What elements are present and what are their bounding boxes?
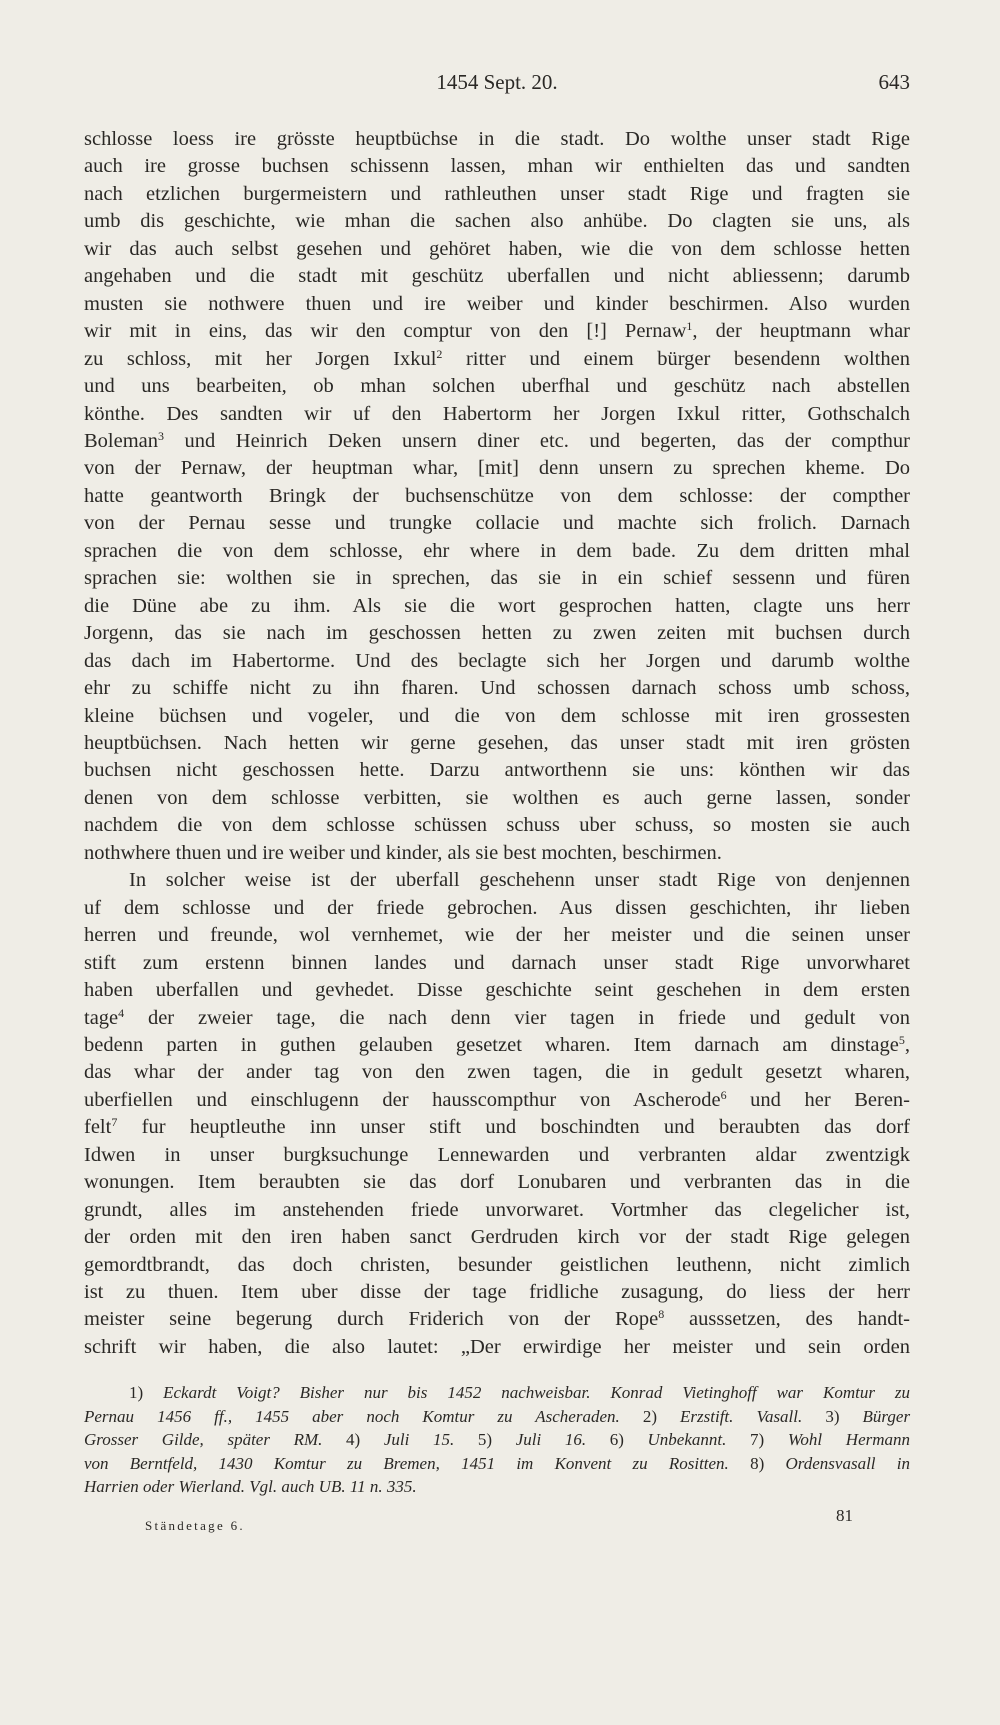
text-line: stift zum erstenn binnen landes und darnach unser stadt Rige unvorwharet bbox=[84, 951, 910, 974]
text-line: wir das auch selbst gesehen und gehöret haben, wie die von dem schlosse hetten bbox=[84, 237, 910, 260]
footnote-2: Erzstift. Vasall. bbox=[680, 1406, 803, 1426]
text-line bbox=[84, 1087, 910, 1114]
text-line: schlosse loess ire grösste heuptbüchse in die stadt. Do wolthe unser stadt Rige bbox=[84, 128, 910, 150]
text-run: zu schloss, mit her Jorgen Ixkul bbox=[84, 347, 437, 370]
footnote-1-extra: Konrad Vietinghoff war Komtur zu bbox=[610, 1383, 911, 1402]
footnote-line bbox=[84, 1381, 910, 1405]
footnote-4: Juli 15. bbox=[383, 1430, 455, 1450]
footnote-7: Wohl Hermann bbox=[787, 1430, 911, 1450]
footnote-line bbox=[84, 1428, 910, 1452]
footnote-7-mark: 7) bbox=[750, 1430, 765, 1450]
footnote-line bbox=[84, 1405, 910, 1429]
text-line: uf dem schlosse und der friede gebrochen. Aus dissen geschichten, ihr lieben bbox=[84, 896, 910, 919]
footnote-2-mark: 2) bbox=[642, 1406, 657, 1426]
footnote-ref: 7 bbox=[111, 1115, 118, 1130]
text-line: der orden mit den iren haben sanct Gerdruden kirch vor der stadt Rige gelegen bbox=[84, 1226, 910, 1249]
text-line bbox=[84, 318, 910, 345]
footnote-ref: 8 bbox=[658, 1307, 665, 1322]
footnote-6: Unbekannt. bbox=[647, 1430, 727, 1450]
text-line bbox=[84, 1005, 910, 1032]
text-line: und uns bearbeiten, ob mhan solchen uberfhal und geschütz nach abstellen bbox=[84, 375, 910, 398]
text-line: das dach im Habertorme. Und des beclagte sich her Jorgen und darumb wolthe bbox=[84, 649, 910, 672]
footnote-8-cont: Harrien oder Wierland. Vgl. auch UB. 11 n. 335. bbox=[84, 1477, 417, 1497]
footnote-1-cont: Pernau 1456 ff., 1455 aber noch Komtur zu Ascheraden. bbox=[84, 1406, 620, 1426]
sheet-number: 81 bbox=[836, 1506, 853, 1525]
text-run: meister seine begerung durch Friderich von der Rope bbox=[84, 1308, 659, 1331]
running-title: 1454 Sept. 20. bbox=[436, 70, 558, 94]
text-line: das whar der ander tag von den zwen tagen, die in gedult gesetzt wharen, bbox=[84, 1061, 910, 1084]
text-line: nach etzlichen burgermeistern und rathleuthen unser stadt Rige und fragten sie bbox=[84, 182, 910, 205]
text-line: umb dis geschichte, wie mhan die sachen also anhübe. Do clagten sie uns, als bbox=[84, 210, 910, 233]
text-run: und her Beren- bbox=[726, 1088, 910, 1111]
text-line: wonungen. Item beraubten sie das dorf Lonubaren und verbranten das in die bbox=[84, 1171, 910, 1194]
text-run: und Heinrich Deken unsern diner etc. und begerten, das der compthur bbox=[164, 429, 910, 452]
footnote-line bbox=[84, 1475, 910, 1499]
footnote-1-mark: 1) bbox=[129, 1383, 144, 1402]
text-line: ist zu thuen. Item uber disse der tage fridliche zusagung, do liess der herr bbox=[84, 1281, 910, 1304]
text-run: tage bbox=[84, 1006, 119, 1029]
footnote-ref: 5 bbox=[898, 1032, 905, 1047]
text-line: gemordtbrandt, das doch christen, besunder geistlichen leuthenn, nicht zimlich bbox=[84, 1253, 910, 1276]
footnote-5: Juli 16. bbox=[515, 1430, 587, 1450]
text-line: die Düne abe zu ihm. Als sie die wort gesprochen hatten, clagte uns herr bbox=[84, 594, 910, 617]
text-run: der zweier tage, die nach denn vier tagen in friede und gedult von bbox=[124, 1006, 910, 1029]
text-line bbox=[84, 346, 910, 373]
text-run: ausssetzen, des handt- bbox=[664, 1308, 910, 1331]
text-run: wir mit in eins, das wir den comptur von den [!] Pernaw bbox=[84, 320, 687, 343]
text-line: haben uberfallen und gevhedet. Disse geschichte seint geschehen in dem ersten bbox=[84, 979, 910, 1002]
text-line: Idwen in unser burgksuchunge Lennewarden und verbranten aldar zwentzigk bbox=[84, 1143, 910, 1166]
signature-mark: Ständetage 6. bbox=[145, 1518, 245, 1533]
text-line: könthe. Des sandten wir uf den Habertorm her Jorgen Ixkul ritter, Gothschalch bbox=[84, 402, 910, 425]
text-line: von der Pernau sesse und trungke collacie und machte sich frolich. Darnach bbox=[84, 512, 910, 535]
text-line: denen von dem schlosse verbitten, sie wolthen es auch gerne lassen, sonder bbox=[84, 786, 910, 809]
footnote-line bbox=[84, 1452, 910, 1476]
main-text bbox=[84, 126, 910, 1361]
text-line: grundt, alles im anstehenden friede unvorwaret. Vortmher das clegelicher ist, bbox=[84, 1198, 910, 1221]
page-number: 643 bbox=[878, 70, 910, 94]
text-line: heuptbüchsen. Nach hetten wir gerne gesehen, das unser stadt mit iren grösten bbox=[84, 731, 910, 754]
footnote-5-mark: 5) bbox=[477, 1430, 493, 1450]
footnote-ref: 2 bbox=[436, 346, 443, 361]
text-line bbox=[84, 1114, 910, 1141]
footnote-8: Ordensvasall in bbox=[785, 1453, 910, 1473]
text-run: bedenn parten in guthen gelauben gesetzet wharen. Item darnach am dinstage bbox=[84, 1033, 899, 1056]
footnote-ref: 4 bbox=[118, 1005, 125, 1020]
text-line: Jorgenn, das sie nach im geschossen hetten zu zwen zeiten mit buchsen durch bbox=[84, 622, 910, 645]
text-run: ritter und einem bürger besendenn wolthen bbox=[442, 347, 910, 370]
text-line: herren und freunde, wol vernhemet, wie der her meister und die seinen unser bbox=[84, 924, 910, 947]
text-line: ehr zu schiffe nicht zu ihn fharen. Und schossen darnach schoss umb schoss, bbox=[84, 677, 910, 700]
text-line: sprachen sie: wolthen sie in sprechen, das sie in ein schief sessenn und füren bbox=[84, 567, 910, 590]
text-line: angehaben und die stadt mit geschütz uberfallen und nicht abliessenn; darumb bbox=[84, 265, 910, 288]
text-line: von der Pernaw, der heuptman whar, [mit] denn unsern zu sprechen kheme. Do bbox=[84, 457, 910, 480]
text-run: uberfiellen und einschlugenn der hausscompthur von Ascherode bbox=[84, 1088, 721, 1111]
footnote-4-mark: 4) bbox=[346, 1430, 361, 1450]
text-run: felt bbox=[84, 1116, 112, 1139]
running-header bbox=[84, 64, 910, 100]
footnote-7-cont: von Berntfeld, 1430 Komtur zu Bremen, 1451 im Konvent zu Rositten. bbox=[84, 1453, 729, 1473]
text-line bbox=[84, 1306, 910, 1333]
footnote-6-mark: 6) bbox=[609, 1430, 624, 1450]
text-line: nachdem die von dem schlosse schüssen schuss uber schuss, so mosten sie auch bbox=[84, 814, 910, 837]
paragraph-1 bbox=[84, 126, 910, 867]
text-line: hatte geantworth Bringk der buchsenschütze von dem schlosse: der compther bbox=[84, 484, 910, 507]
text-line: nothwhere thuen und ire weiber und kinder, als sie best mochten, beschirmen. bbox=[84, 841, 722, 864]
text-run: Boleman bbox=[84, 429, 159, 452]
text-line bbox=[84, 1032, 910, 1059]
text-line: schrift wir haben, die also lautet: „Der erwirdige her meister und sein orden bbox=[84, 1335, 910, 1358]
footnote-1: Eckardt Voigt? Bisher nur bis 1452 nachweisbar. bbox=[163, 1383, 591, 1402]
footnote-3-mark: 3) bbox=[825, 1406, 840, 1426]
text-line: buchsen nicht geschossen hette. Darzu antworthenn sie uns: könthen wir das bbox=[84, 759, 910, 782]
footnote-ref: 1 bbox=[686, 319, 693, 334]
text-line: musten sie nothwere thuen und ire weiber und kinder beschirmen. Also wurden bbox=[84, 292, 910, 315]
text-line: kleine büchsen und vogeler, und die von dem schlosse mit iren grossesten bbox=[84, 704, 910, 727]
text-line bbox=[84, 428, 910, 455]
footnotes bbox=[84, 1381, 910, 1499]
text-run: fur heuptleuthe inn unser stift und boschindten und beraubten das dorf bbox=[117, 1116, 910, 1139]
footnote-8-mark: 8) bbox=[750, 1453, 765, 1473]
text-line: sprachen die von dem schlosse, ehr where in dem bade. Zu dem dritten mhal bbox=[84, 539, 910, 562]
text-run: , bbox=[904, 1033, 910, 1056]
text-line: In solcher weise ist der uberfall geschehenn unser stadt Rige von denjennen bbox=[129, 869, 910, 892]
footnote-ref: 6 bbox=[720, 1087, 727, 1102]
text-line: auch ire grosse buchsen schissenn lassen, mhan wir enthielten das und sandten bbox=[84, 155, 910, 178]
text-run: , der heuptmann whar bbox=[692, 320, 911, 343]
footnote-ref: 3 bbox=[158, 428, 165, 443]
footnote-3: Bürger bbox=[862, 1406, 911, 1426]
footnote-3-cont: Grosser Gilde, später RM. bbox=[84, 1430, 323, 1450]
paragraph-2 bbox=[84, 867, 910, 1361]
